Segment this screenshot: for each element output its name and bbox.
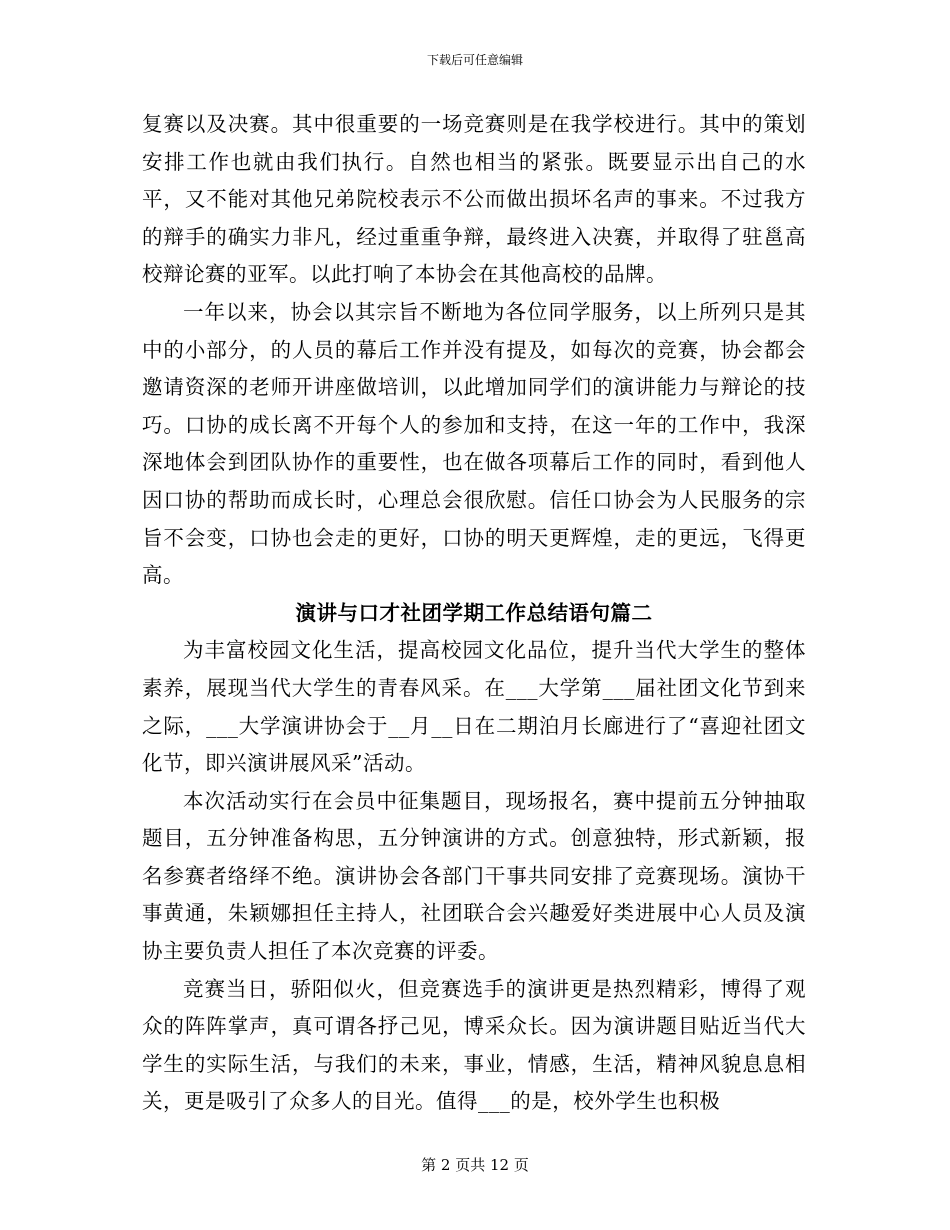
paragraph-continued: 复赛以及决赛。其中很重要的一场竞赛则是在我学校进行。其中的策划安排工作也就由我们执行。自然也相当的紧张。既要显示出自己的水平，又不能对其他兄弟院校表示不公而做出损坏名声的事来。不过我方的辩手的确实力非凡，经过重重争辩，最终进入决赛，并取得了驻邕高校辩论赛的亚军。以此打响了本协会在其他高校的品牌。: [142, 112, 806, 287]
document-body: [142, 106, 806, 1121]
section-title: 演讲与口才社团学期工作总结语句篇二: [295, 600, 653, 625]
paragraph-format: 本次活动实行在会员中征集题目，现场报名，赛中提前五分钟抽取题目，五分钟准备构思，五分钟演讲的方式。创意独特，形式新颖，报名参赛者络绎不绝。演讲协会各部门干事共同安排了竞赛现场。演协干事黄通，朱颖娜担任主持人，社团联合会兴趣爱好类进展中心人员及演协主要负责人担任了本次竞赛的评委。: [142, 788, 806, 964]
paragraph-intro: 为丰富校园文化生活，提高校园文化品位，提升当代大学生的整体素养，展现当代大学生的青春风采。在___大学第___届社团文化节到来之际，___大学演讲协会于__月__日在二期泊月长廊进行了“喜迎社团文化节，即兴演讲展风采”活动。: [142, 638, 806, 776]
paragraph-summary: 一年以来，协会以其宗旨不断地为各位同学服务，以上所列只是其中的小部分，的人员的幕后工作并没有提及，如每次的竞赛，协会都会邀请资深的老师开讲座做培训，以此增加同学们的演讲能力与辩论的技巧。口协的成长离不开每个人的参加和支持，在这一年的工作中，我深深地体会到团队协作的重要性，也在做各项幕后工作的同时，看到他人因口协的帮助而成长时，心理总会很欣慰。信任口协会为人民服务的宗旨不会变，口协也会走的更好，口协的明天更辉煌，走的更远，飞得更高。: [142, 299, 806, 588]
page-number: 第 2 页共 12 页: [421, 1156, 529, 1174]
paragraph-event-day: 竞赛当日，骄阳似火，但竞赛选手的演讲更是热烈精彩，博得了观众的阵阵掌声，真可谓各抒己见，博采众长。因为演讲题目贴近当代大学生的实际生活，与我们的未来，事业，情感，生活，精神风貌息息相关，更是吸引了众多人的目光。值得___的是，校外学生也积极: [142, 976, 806, 1114]
header-note: 下载后可任意编辑: [426, 53, 523, 67]
